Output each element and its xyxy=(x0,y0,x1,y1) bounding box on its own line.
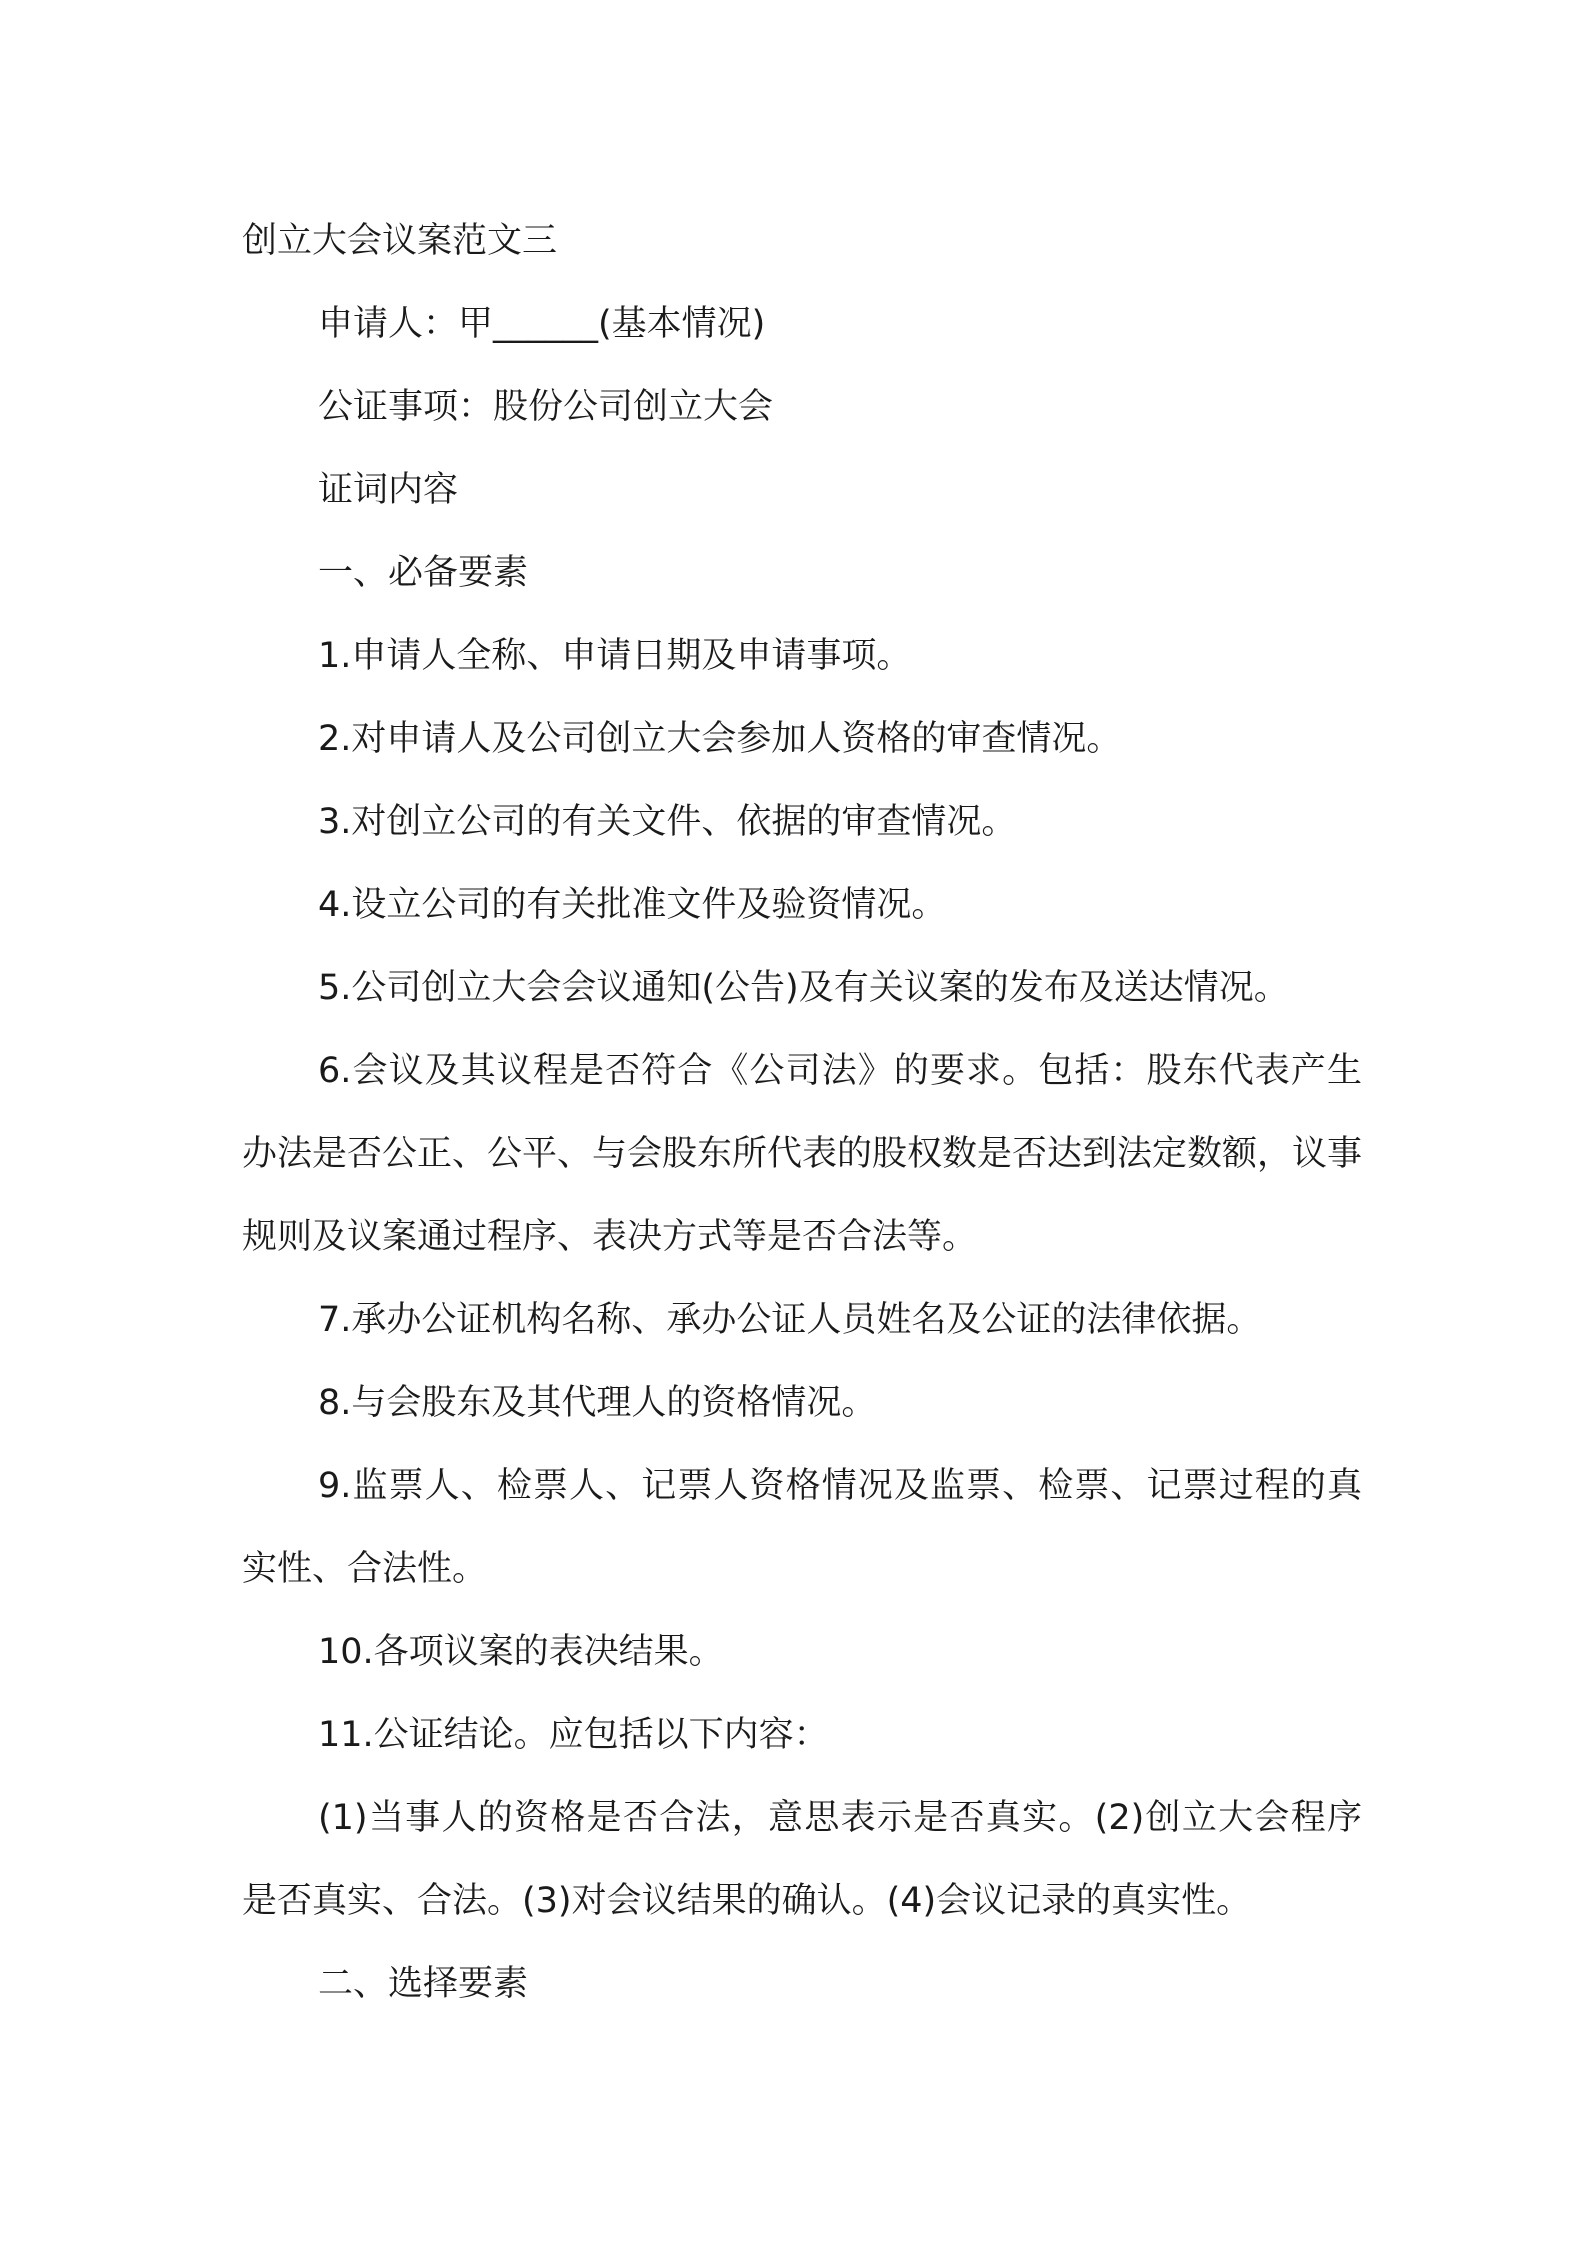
list-item: 1.申请人全称、申请日期及申请事项。 xyxy=(318,636,912,676)
list-item: (1)当事人的资格是否合法，意思表示是否真实。(2)创立大会程序是否真实、合法。(3)对会议结果的确认。(4)会议记录的真实性。 xyxy=(242,1798,1362,1921)
applicant-line: 申请人：甲______(基本情况) xyxy=(318,304,766,344)
list-item: 6.会议及其议程是否符合《公司法》的要求。包括：股东代表产生办法是否公正、公平、与会股东所代表的股权数是否达到法定数额，议事规则及议案通过程序、表决方式等是否合法等。 xyxy=(242,1051,1363,1257)
list-item: 4.设立公司的有关批准文件及验资情况。 xyxy=(318,885,947,925)
list-item: 2.对申请人及公司创立大会参加人资格的审查情况。 xyxy=(318,719,1122,759)
notarization-matter: 公证事项：股份公司创立大会 xyxy=(318,387,774,427)
section-heading-optional: 二、选择要素 xyxy=(318,1964,529,2004)
list-item: 10.各项议案的表决结果。 xyxy=(318,1632,724,1672)
section-heading-required: 一、必备要素 xyxy=(318,553,529,593)
list-item: 9.监票人、检票人、记票人资格情况及监票、检票、记票过程的真实性、合法性。 xyxy=(242,1466,1362,1589)
list-item: 8.与会股东及其代理人的资格情况。 xyxy=(318,1383,877,1423)
list-item: 3.对创立公司的有关文件、依据的审查情况。 xyxy=(318,802,1017,842)
list-item: 5.公司创立大会会议通知(公告)及有关议案的发布及送达情况。 xyxy=(318,968,1289,1008)
document-page xyxy=(242,200,1362,2026)
list-item: 11.公证结论。应包括以下内容： xyxy=(318,1715,829,1755)
document-title: 创立大会议案范文三 xyxy=(242,221,558,261)
list-item: 7.承办公证机构名称、承办公证人员姓名及公证的法律依据。 xyxy=(318,1300,1262,1340)
content-heading: 证词内容 xyxy=(318,470,459,510)
